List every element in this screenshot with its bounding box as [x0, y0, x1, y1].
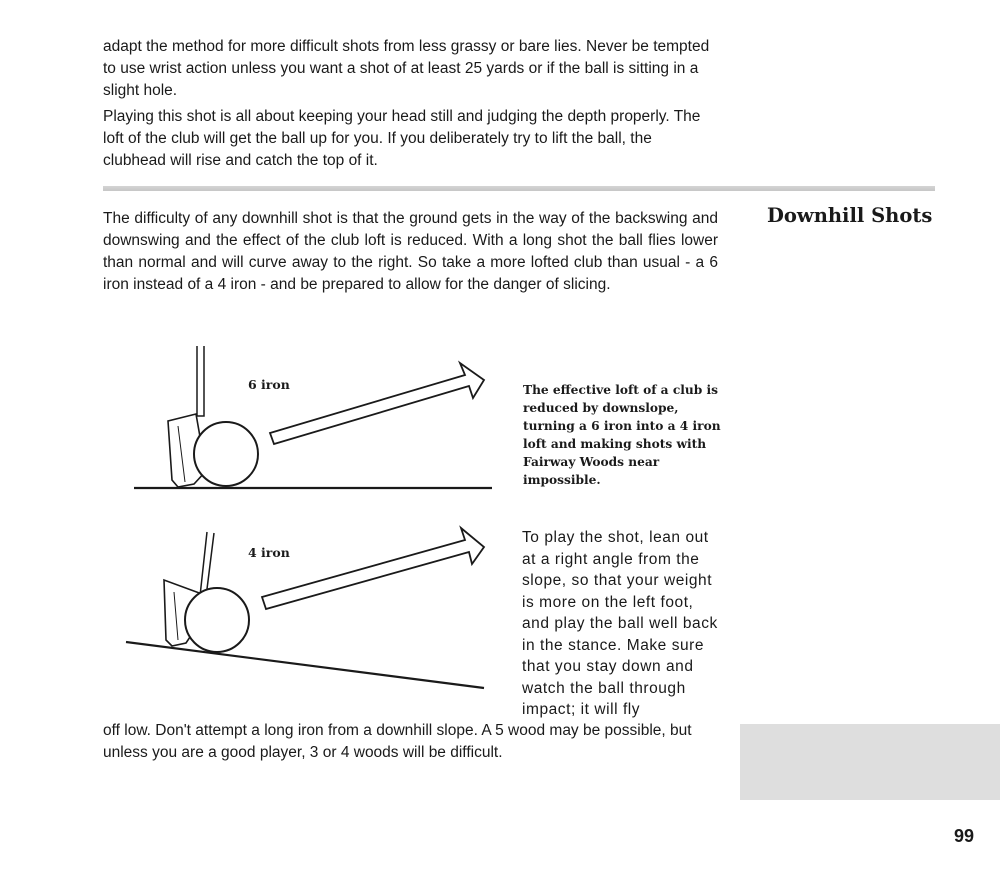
label-6-iron: 6 iron	[248, 377, 290, 392]
flat-lie-illustration	[134, 346, 492, 488]
paragraph-wrist-action: adapt the method for more difficult shots from less grassy or bare lies. Never be tempted to use wrist action unless you want a shot of at least 25 yards or if the ball is sitting in a slight hole.	[103, 38, 710, 99]
margin-shaded-box	[740, 724, 1000, 800]
downhill-slope-line	[126, 642, 484, 688]
golf-ball-downhill-lie	[185, 588, 249, 652]
paragraph-play-the-shot: To play the shot, lean out at a right angle from the slope, so that your weight is more on the left foot, and play the ball well back in the stance. Make sure that you stay down and watch the ball through impact; it will fly	[522, 529, 718, 718]
page-number: 99	[953, 826, 974, 846]
club-shaft-6-iron	[197, 346, 204, 416]
trajectory-arrow-6-iron	[270, 363, 484, 444]
golf-ball-flat-lie	[194, 422, 258, 486]
label-4-iron: 4 iron	[248, 545, 290, 560]
club-shaft-4-iron	[200, 532, 214, 597]
paragraph-downhill-difficulty: The difficulty of any downhill shot is that the ground gets in the way of the backswing and downswing and the effect of the club loft is reduced. With a long shot the ball flies lower than normal and will curve away to the right. So take a more lofted club than usual - a 6 iron instead of a 4 iron - and be prepared to allow for the danger of slicing.	[103, 210, 718, 293]
paragraph-head-still: Playing this shot is all about keeping your head still and judging the depth properly. The loft of the club will get the ball up for you. If you deliberately try to lift the ball, the clubhead will rise and catch the top of it.	[103, 108, 701, 169]
downhill-lie-illustration	[126, 528, 484, 688]
diagram-caption: The effective loft of a club is reduced by downslope, turning a 6 iron into a 4 iron loft and making shots with Fairway Woods near impossible.	[523, 383, 721, 487]
section-heading: Downhill Shots	[767, 204, 933, 227]
trajectory-arrow-4-iron	[262, 528, 484, 609]
paragraph-long-iron-warning: off low. Don't attempt a long iron from a downhill slope. A 5 wood may be possible, but unless you are a good player, 3 or 4 woods will be difficult.	[103, 722, 692, 761]
